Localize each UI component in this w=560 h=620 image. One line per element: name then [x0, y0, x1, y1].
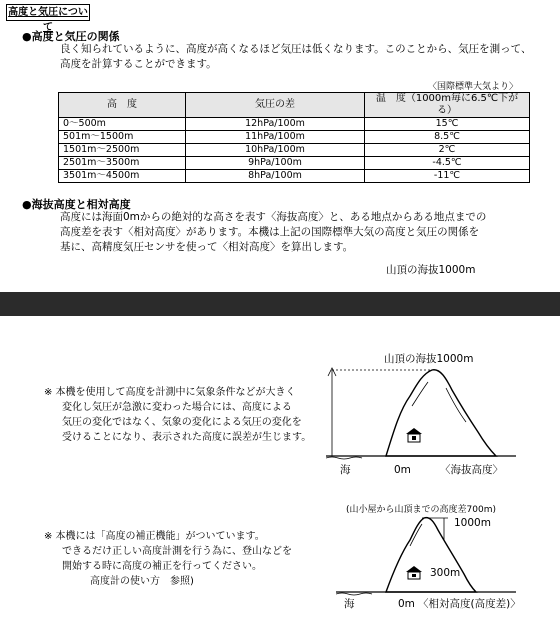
note-line: 気圧の変化ではなく、気象の変化による気圧の変化を [62, 417, 302, 428]
table-cell: 1501m～2500m [59, 144, 186, 157]
section-text-line: 高度差を表す〈相対高度〉があります。本機は上記の国際標準大気の高度と気圧の関係を [60, 226, 480, 238]
mountain-sea-level-diagram [326, 360, 526, 480]
sea-label: 海 [340, 464, 351, 476]
page-title: 高度と気圧について [6, 4, 90, 21]
table-header-row [59, 93, 530, 118]
section-heading-altitude-pressure: ●高度と気圧の関係 [22, 30, 120, 43]
mountain-relative-diagram [336, 512, 536, 604]
table-cell: 2501m～3500m [59, 157, 186, 170]
note-line: 開始する時に高度の補正を行ってください。 [62, 561, 262, 572]
table-cell: 10hPa/100m [186, 144, 365, 157]
table-cell: 15℃ [365, 118, 530, 131]
section-heading-sea-relative: ●海抜高度と相対高度 [22, 198, 131, 211]
table-cell: 11hPa/100m [186, 131, 365, 144]
section-text-line: 高度を計算することができます。 [60, 58, 217, 70]
table-cell: 8hPa/100m [186, 170, 365, 183]
peak-label: 山頂の海抜1000m [384, 353, 474, 365]
wave-icon [326, 457, 362, 459]
peak-altitude-label: 1000m [454, 517, 491, 529]
page-separator [0, 292, 560, 316]
table-row [59, 118, 530, 131]
height-difference-label: (山小屋から山頂までの高度差700m) [346, 505, 496, 515]
note-line: 変化し気圧が急激に変わった場合には、高度による [62, 402, 292, 413]
note-line: 高度計の使い方 参照) [90, 576, 194, 587]
table-row [59, 157, 530, 170]
table-cell: 501m～1500m [59, 131, 186, 144]
table-source-note: 〈国際標準大気より〉 [428, 82, 519, 92]
note-line: できるだけ正しい高度計測を行う為に、登山などを [62, 546, 292, 557]
note-line: ※ 本機を使用して高度を計測中に気象条件などが大きく [44, 387, 296, 398]
axis-label: 〈相対高度(高度差)〉 [418, 598, 521, 610]
table-cell: 12hPa/100m [186, 118, 365, 131]
note-line: 受けることになり、表示された高度に誤差が生じます。 [62, 432, 312, 443]
axis-label: 〈海抜高度〉 [440, 464, 503, 476]
zero-label: 0m [394, 464, 411, 476]
table-cell: -4.5℃ [365, 157, 530, 170]
sea-label: 海 [344, 598, 355, 610]
table-row [59, 170, 530, 183]
table-cell: 0～500m [59, 118, 186, 131]
section-text-line: 良く知られているように、高度が高くなるほど気圧は低くなります。このことから、気圧を測って、 [60, 43, 532, 55]
altitude-pressure-table [58, 92, 530, 183]
table-header-cell: 気圧の差 [186, 93, 365, 118]
zero-label: 0m [398, 598, 415, 610]
note-line: ※ 本機には「高度の補正機能」がついています。 [44, 531, 265, 542]
section-text-line: 基に、高精度気圧センサを使って〈相対高度〉を算出します。 [60, 241, 354, 253]
hut-altitude-label: 300m [430, 567, 461, 579]
section-text-line: 高度には海面0mからの絶対的な高さを表す〈海抜高度〉と、ある地点からある地点までの [60, 211, 487, 223]
table-row [59, 144, 530, 157]
table-header-cell: 温 度（1000m毎に6.5℃下がる） [365, 93, 530, 118]
table-cell: 8.5℃ [365, 131, 530, 144]
mountain-outline [386, 370, 496, 456]
table-cell: 2℃ [365, 144, 530, 157]
table-header-cell: 高 度 [59, 93, 186, 118]
table-cell: 9hPa/100m [186, 157, 365, 170]
wave-icon [336, 593, 372, 595]
table-cell: 3501m～4500m [59, 170, 186, 183]
table-cell: -11℃ [365, 170, 530, 183]
peak-label-top: 山頂の海抜1000m [386, 264, 476, 276]
table-row [59, 131, 530, 144]
